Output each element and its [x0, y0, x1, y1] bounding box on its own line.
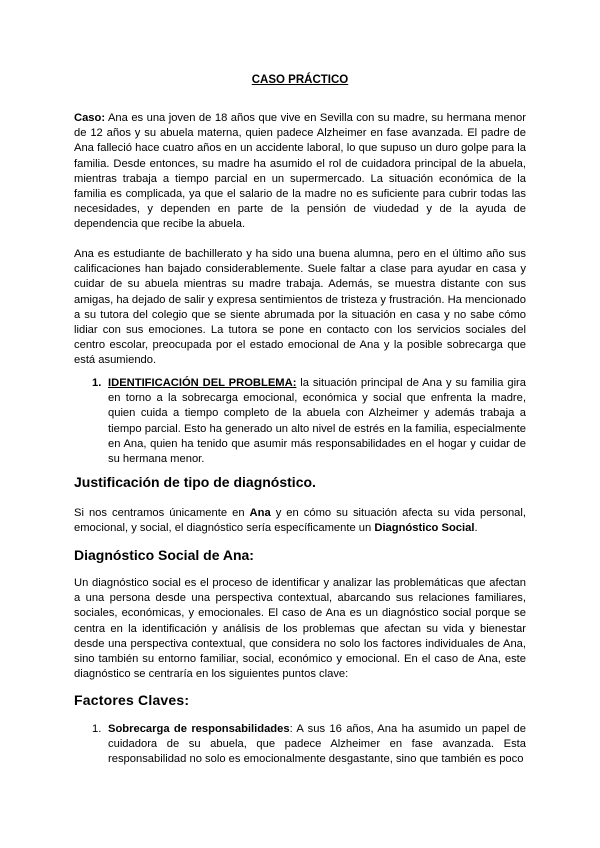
justification-paragraph — [74, 506, 526, 536]
case-paragraph-2: Ana es estudiante de bachillerato y ha sido una buena alumna, pero en el último año sus calificaciones han bajado considerablemente. Suele faltar a clase para ayudar en casa y cuidar de su abuela mientras su madre trabaja. Además, se muestra distante con sus amigas, ha dejado de salir y expresa sentimientos de tristeza y frustración. Ha mencionado a su tutora del colegio que se siente abrumada por la situación en casa y no sabe cómo lidiar con sus emociones. La tutora se pone en contacto con los servicios sociales del centro escolar, preocupada por el estado emocional de Ana y la posible sobrecarga que está asumiendo. — [74, 248, 526, 367]
justification-text-after: . — [474, 522, 478, 535]
justification-heading: Justificación de tipo de diagnóstico. — [74, 474, 316, 490]
justification-bold-name: Ana — [249, 507, 271, 519]
document-title: CASO PRÁCTICO — [251, 74, 349, 86]
justification-bold-diagnosis: Diagnóstico Social — [374, 522, 475, 535]
problem-identification-text: la situación principal de Ana y su familia gira en torno a la sobrecarga emocional, económica y social que enfrenta la madre, quien cuida a tiempo completo de la abuela con Alzheimer y además trabaja a tiempo parcial. Esto ha generado un alto nivel de estrés en la familia, especialmente en Ana, quien ha tenido que asumir más responsabilidades en el hogar y cuidar de su hermana menor. — [108, 377, 527, 466]
case-label: Caso: — [74, 112, 106, 124]
social-diagnosis-paragraph: Un diagnóstico social es el proceso de identificar y analizar las problemáticas que afectan a una persona desde una perspectiva contextual, abarcando sus relaciones familiares, sociales, económicas, y emocionales. El caso de Ana es un diagnóstico social porque se centra en la identificación y análisis de los problemas que afectan su vida y bienestar desde una perspectiva contextual, que considera no solo los factores individuales de Ana, sino también su entorno familiar, social, económico y emocional. En el caso de Ana, este diagnóstico se centraría en los siguientes puntos clave: — [74, 577, 526, 681]
key-factor-number: 1. — [92, 723, 102, 735]
justification-text-before: Si nos centramos únicamente en — [74, 507, 250, 519]
key-factor-text: : A sus 16 años, Ana ha asumido un papel de cuidadora de su abuela, que padece Alzheimer en fase avanzada. Esta responsabilidad no solo es emocionalmente desgastante, sino que también es poco — [108, 723, 526, 766]
social-diagnosis-heading: Diagnóstico Social de Ana: — [74, 547, 254, 563]
key-factors-heading: Factores Claves: — [74, 692, 190, 708]
key-factor-item — [92, 722, 526, 768]
justification-text-middle: y en cómo su situación afecta su vida personal, emocional, y social, el diagnóstico sería específicamente un — [74, 507, 526, 535]
case-text: Ana es una joven de 18 años que vive en Sevilla con su madre, su hermana menor de 12 años y su abuela materna, quien padece Alzheimer en fase avanzada. El padre de Ana falleció hace cuatro años en un accidente laboral, lo que supuso un duro golpe para la familia. Desde entonces, su madre ha asumido el rol de cuidadora principal de la abuela, mientras trabaja a tiempo parcial en un supermercado. La situación económica de la familia es complicada, ya que el salario de la madre no es suficiente para cubrir todas las necesidades, y dependen en parte de la pensión de viudedad y de la ayuda de dependencia que recibe la abuela. — [74, 112, 526, 231]
item-number: 1. — [92, 377, 102, 389]
key-factor-label: Sobrecarga de responsabilidades — [108, 723, 290, 735]
case-paragraph — [74, 111, 526, 233]
problem-identification-label: IDENTIFICACIÓN DEL PROBLEMA: — [108, 377, 297, 389]
problem-identification-item — [92, 376, 527, 467]
